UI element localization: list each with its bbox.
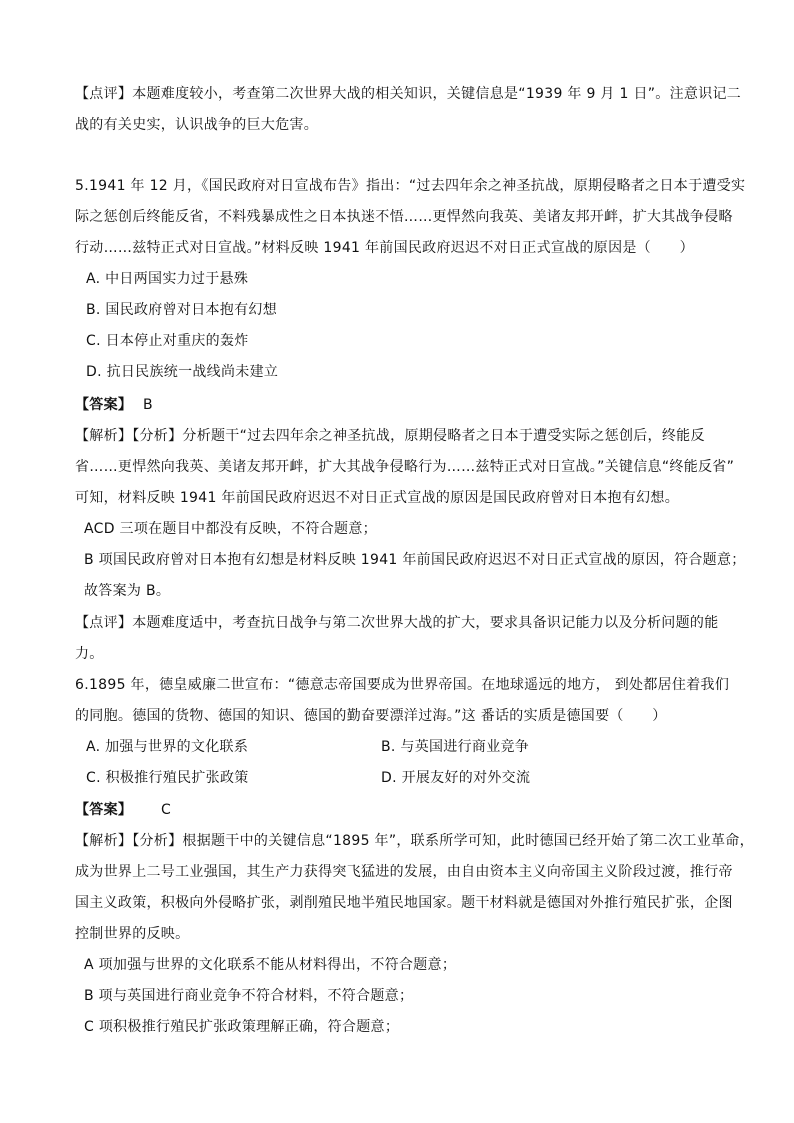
comment-q4-line-2: 战的有关史实，认识战争的巨大危害。 <box>75 117 319 133</box>
q6-option-d: D. 开展友好的对外交流 <box>381 770 531 786</box>
q5-detail-line-3: 故答案为 B。 <box>84 583 171 599</box>
q6-stem-line-2: 的同胞。德国的货物、德国的知识、德国的勤奋要漂洋过海。”这 番话的实质是德国要（ ） <box>75 708 667 724</box>
q5-analysis-line-2: 省……更悍然向我英、美诸友邦开衅，扩大其战争侵略行为……兹特正式对日宣战。”关键信息“终能反省” <box>75 459 735 475</box>
q5-option-d: D. 抗日民族统一战线尚未建立 <box>86 364 279 380</box>
q5-option-c: C. 日本停止对重庆的轰炸 <box>86 333 249 349</box>
q5-comment-line-2: 力。 <box>75 646 104 662</box>
q5-stem-line-1: 5.1941 年 12 月，《国民政府对日宣战布告》指出：“过去四年余之神圣抗战，原期侵略者之日本于遭受实 <box>75 178 746 194</box>
q6-analysis-line-3: 国主义政策，积极向外侵略扩张，剥削殖民地半殖民地国家。题干材料就是德国对外推行殖民扩张，企图 <box>75 895 733 911</box>
q5-answer-label: 【答案】 <box>75 397 133 413</box>
comment-q4-line-1: 【点评】本题难度较小，考查第二次世界大战的相关知识，关键信息是“1939 年 9 月 1 日”。注意识记二 <box>75 86 742 102</box>
q5-detail-line-2: B 项国民政府曾对日本抱有幻想是材料反映 1941 年前国民政府迟迟不对日正式宣战的原因，符合题意； <box>84 552 746 568</box>
q5-comment-line-1: 【点评】本题难度适中，考查抗日战争与第二次世界大战的扩大，要求具备识记能力以及分析问题的能 <box>75 615 719 631</box>
q6-detail-line-2: B 项与英国进行商业竞争不符合材料，不符合题意； <box>84 988 414 1004</box>
q6-option-b: B. 与英国进行商业竞争 <box>381 739 530 755</box>
q5-stem-line-2: 际之惩创后终能反省，不料残暴成性之日本执迷不悟……更悍然向我英、美诸友邦开衅，扩大其战争侵略 <box>75 209 733 225</box>
q5-answer-row <box>75 395 725 415</box>
q6-answer-value: C <box>160 802 172 818</box>
q6-answer-label: 【答案】 <box>75 802 133 818</box>
q6-detail-line-3: C 项积极推行殖民扩张政策理解正确，符合题意； <box>84 1019 400 1035</box>
q5-answer-value: B <box>142 397 153 413</box>
q5-option-a: A. 中日两国实力过于悬殊 <box>86 271 249 287</box>
q6-analysis-line-1: 【解析】【分析】根据题干中的关键信息“1895 年”，联系所学可知，此时德国已经开始了第二次工业革命， <box>75 833 754 849</box>
q5-option-b: B. 国民政府曾对日本抱有幻想 <box>86 302 278 318</box>
q6-detail-line-1: A 项加强与世界的文化联系不能从材料得出，不符合题意； <box>84 957 457 973</box>
q6-analysis-line-4: 控制世界的反映。 <box>75 926 190 942</box>
q6-stem-line-1: 6.1895 年，德皇威廉二世宣布：“德意志帝国要成为世界帝国。在地球遥远的地方， 到处都居住着我们 <box>75 677 730 693</box>
q6-option-a: A. 加强与世界的文化联系 <box>86 739 249 755</box>
q6-option-c: C. 积极推行殖民扩张政策 <box>86 770 249 786</box>
q5-analysis-line-3: 可知，材料反映 1941 年前国民政府迟迟不对日正式宣战的原因是国民政府曾对日本抱有幻想。 <box>75 490 680 506</box>
q6-answer-row <box>75 800 725 820</box>
q5-stem-line-3: 行动……兹特正式对日宣战。”材料反映 1941 年前国民政府迟迟不对日正式宣战的原因是（ ） <box>75 240 694 256</box>
q5-analysis-line-1: 【解析】【分析】分析题干“过去四年余之神圣抗战，原期侵略者之日本于遭受实际之惩创后，终能反 <box>75 428 705 444</box>
q6-analysis-line-2: 成为世界上二号工业强国，其生产力获得突飞猛进的发展，由自由资本主义向帝国主义阶段过渡，推行帝 <box>75 864 733 880</box>
q5-detail-line-1: ACD 三项在题目中都没有反映，不符合题意； <box>84 521 377 537</box>
